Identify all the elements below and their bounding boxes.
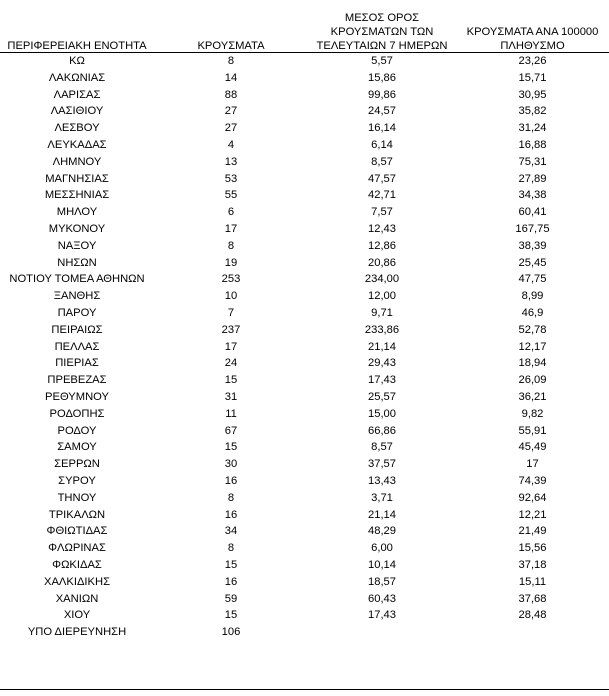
table-row — [0, 187, 609, 204]
cell-area: ΧΑΝΙΩΝ — [55, 592, 99, 605]
cell-per100k: 55,91 — [518, 424, 547, 437]
cell-per100k: 38,39 — [518, 239, 547, 252]
cell-cases: 6 — [227, 206, 235, 219]
cell-area: ΧΑΛΚΙΔΙΚΗΣ — [43, 575, 110, 588]
table-row — [0, 171, 609, 188]
cell-cases: 8 — [227, 542, 235, 555]
cell-cases: 15 — [224, 609, 238, 622]
cell-avg7: 12,00 — [368, 290, 396, 303]
cell-per100k: 17 — [526, 458, 539, 471]
cell-cases: 11 — [225, 407, 237, 420]
table-row — [0, 137, 609, 154]
table-row — [0, 456, 609, 473]
cell-avg7: 99,86 — [368, 88, 396, 101]
cell-cases: 17 — [224, 222, 238, 235]
cell-area: ΛΕΣΒΟΥ — [54, 122, 100, 135]
table-row — [0, 103, 609, 120]
cell-area: ΠΕΛΛΑΣ — [54, 340, 100, 353]
header-avg7 — [308, 3, 456, 53]
cell-area: ΜΥΚΟΝΟΥ — [48, 222, 106, 235]
header-avg7-line2: ΚΡΟΥΣΜΑΤΩΝ ΤΩΝ — [330, 26, 434, 38]
cell-per100k: 16,88 — [518, 138, 547, 151]
cell-per100k: 8,99 — [521, 290, 544, 303]
cell-avg7: 10,14 — [368, 558, 396, 571]
cell-per100k — [456, 624, 609, 641]
cell-cases: 14 — [224, 71, 238, 84]
cell-area: ΡΕΘΥΜΝΟΥ — [45, 390, 109, 403]
header-per100k-line1: ΚΡΟΥΣΜΑΤΑ ΑΝΑ 100000 — [466, 26, 599, 38]
cell-cases: 31 — [224, 390, 238, 403]
cell-cases: 237 — [221, 323, 241, 336]
cell-per100k: 37,68 — [518, 592, 547, 605]
cell-avg7: 13,43 — [368, 474, 396, 487]
cell-per100k: 36,21 — [518, 390, 547, 403]
bottom-border — [0, 689, 609, 690]
table-row — [0, 238, 609, 255]
cell-area: ΡΟΔΟΥ — [57, 424, 97, 437]
cell-cases: 7 — [227, 306, 235, 319]
cell-area: ΥΠΟ ΔΙΕΡΕΥΝΗΣΗ — [27, 626, 127, 639]
cases-table — [0, 3, 609, 641]
cell-avg7: 234,00 — [364, 273, 400, 286]
cell-area: ΦΛΩΡΙΝΑΣ — [48, 542, 106, 555]
cell-cases: 253 — [221, 273, 241, 286]
cell-cases: 8 — [227, 491, 235, 504]
cell-cases: 27 — [224, 105, 238, 118]
table-row — [0, 439, 609, 456]
cell-per100k: 23,26 — [518, 55, 547, 67]
cell-per100k: 34,38 — [518, 189, 547, 202]
header-avg7-line3: ΤΕΛΕΥΤΑΙΩΝ 7 ΗΜΕΡΩΝ — [316, 40, 448, 52]
cell-cases: 4 — [227, 138, 235, 151]
cell-area: ΧΙΟΥ — [63, 609, 91, 622]
cell-area: ΣΕΡΡΩΝ — [54, 458, 100, 471]
table-row — [0, 221, 609, 238]
cell-area: ΜΗΛΟΥ — [56, 206, 98, 219]
cell-area: ΛΑΚΩΝΙΑΣ — [48, 71, 106, 84]
cell-cases: 55 — [224, 189, 238, 202]
cell-per100k: 9,82 — [521, 407, 544, 420]
cell-avg7: 15,00 — [368, 407, 396, 420]
table-row — [0, 288, 609, 305]
cell-avg7: 60,43 — [368, 592, 396, 605]
cell-area: ΠΙΕΡΙΑΣ — [55, 357, 99, 370]
cell-per100k: 167,75 — [515, 222, 550, 235]
cell-per100k: 27,89 — [518, 172, 547, 185]
cell-per100k: 46,9 — [521, 306, 544, 319]
cell-per100k: 15,71 — [518, 71, 547, 84]
table-row — [0, 591, 609, 608]
cell-area: ΤΡΙΚΑΛΩΝ — [48, 508, 106, 521]
cell-area: ΚΩ — [69, 55, 85, 67]
cell-per100k: 25,45 — [518, 256, 547, 269]
cell-per100k: 30,95 — [518, 88, 547, 101]
table-row — [0, 389, 609, 406]
cell-cases: 16 — [224, 508, 238, 521]
cell-avg7: 8,57 — [371, 441, 393, 454]
cell-cases: 15 — [224, 441, 238, 454]
cell-cases: 15 — [224, 374, 238, 387]
cell-per100k: 52,78 — [518, 323, 547, 336]
cell-avg7: 21,14 — [368, 508, 396, 521]
cell-avg7: 20,86 — [368, 256, 396, 269]
cell-cases: 15 — [224, 558, 238, 571]
cell-cases: 17 — [224, 340, 238, 353]
table-row — [0, 574, 609, 591]
cell-area: ΦΩΚΙΔΑΣ — [52, 558, 102, 571]
cell-avg7: 15,86 — [368, 71, 396, 84]
cell-avg7: 12,43 — [368, 222, 396, 235]
cell-avg7: 7,57 — [371, 206, 393, 219]
table-row — [0, 87, 609, 104]
table-row — [0, 406, 609, 423]
cell-avg7: 233,86 — [364, 323, 400, 336]
cell-cases: 30 — [224, 458, 238, 471]
table-row — [0, 339, 609, 356]
cell-cases: 19 — [224, 256, 238, 269]
cell-avg7: 24,57 — [368, 105, 396, 118]
cell-avg7: 16,14 — [368, 122, 396, 135]
cell-cases: 59 — [224, 592, 238, 605]
cell-avg7: 17,43 — [368, 374, 396, 387]
table-row — [0, 523, 609, 540]
header-cases — [154, 3, 308, 53]
table-row — [0, 120, 609, 137]
cell-area: ΣΥΡΟΥ — [58, 474, 96, 487]
cell-per100k: 74,39 — [518, 474, 547, 487]
header-divider — [0, 52, 609, 53]
cell-area: ΛΑΡΙΣΑΣ — [53, 88, 101, 101]
table-row — [0, 557, 609, 574]
cell-avg7: 66,86 — [368, 424, 396, 437]
cell-area: ΡΟΔΟΠΗΣ — [49, 407, 105, 420]
cell-per100k: 15,56 — [518, 542, 547, 555]
cell-avg7: 6,14 — [371, 138, 393, 151]
cell-avg7: 17,43 — [368, 609, 396, 622]
cell-area: ΞΑΝΘΗΣ — [53, 290, 101, 303]
cell-cases: 27 — [224, 122, 238, 135]
cell-per100k: 31,24 — [518, 122, 547, 135]
cell-area: ΛΗΜΝΟΥ — [52, 155, 102, 168]
cell-cases: 88 — [224, 88, 238, 101]
cell-avg7: 42,71 — [368, 189, 396, 202]
cell-avg7: 48,29 — [368, 525, 396, 538]
table-row — [0, 322, 609, 339]
table-row — [0, 490, 609, 507]
cell-cases: 67 — [224, 424, 238, 437]
table-row — [0, 154, 609, 171]
table-row — [0, 355, 609, 372]
cell-per100k: 21,49 — [518, 525, 547, 538]
cell-per100k: 15,11 — [518, 575, 547, 588]
cell-per100k: 18,94 — [518, 357, 547, 370]
cell-area: ΣΑΜΟΥ — [57, 441, 97, 454]
header-area — [0, 3, 154, 53]
cell-avg7: 3,71 — [371, 491, 393, 504]
cell-area: ΦΘΙΩΤΙΔΑΣ — [46, 525, 108, 538]
table-row — [0, 507, 609, 524]
cell-avg7: 5,57 — [371, 55, 393, 67]
cell-per100k: 37,18 — [518, 558, 547, 571]
cell-avg7 — [308, 624, 456, 641]
table-row — [0, 473, 609, 490]
cell-avg7: 9,71 — [371, 306, 393, 319]
table-row — [0, 53, 609, 70]
cell-area: ΜΕΣΣΗΝΙΑΣ — [44, 189, 110, 202]
cell-avg7: 18,57 — [368, 575, 396, 588]
header-avg7-line1: ΜΕΣΟΣ ΟΡΟΣ — [344, 12, 420, 24]
cell-cases: 13 — [224, 155, 238, 168]
header-row — [0, 3, 609, 53]
cell-per100k: 75,31 — [518, 155, 547, 168]
cell-per100k: 60,41 — [518, 206, 547, 219]
cell-cases: 53 — [224, 172, 238, 185]
cell-avg7: 12,86 — [368, 239, 396, 252]
cell-cases: 10 — [224, 290, 238, 303]
table-body — [0, 53, 609, 641]
table-row — [0, 540, 609, 557]
cell-area: ΠΡΕΒΕΖΑΣ — [47, 374, 107, 387]
cell-area: ΜΑΓΝΗΣΙΑΣ — [45, 172, 109, 185]
cell-area: ΤΗΝΟΥ — [57, 491, 97, 504]
header-cases-label: ΚΡΟΥΣΜΑΤΑ — [197, 40, 265, 52]
cell-area: ΛΑΣΙΘΙΟΥ — [50, 105, 104, 118]
cell-area: ΠΕΙΡΑΙΩΣ — [51, 323, 103, 336]
header-per100k — [456, 3, 609, 53]
cell-per100k: 47,75 — [518, 273, 547, 286]
cell-cases: 34 — [224, 525, 238, 538]
cell-per100k: 28,48 — [518, 609, 547, 622]
table-row — [0, 70, 609, 87]
table-row — [0, 271, 609, 288]
cell-cases: 106 — [221, 626, 241, 639]
table-row — [0, 607, 609, 624]
cell-avg7: 25,57 — [368, 390, 396, 403]
table-row — [0, 305, 609, 322]
cell-avg7: 29,43 — [368, 357, 396, 370]
table-row — [0, 423, 609, 440]
cell-per100k: 92,64 — [518, 491, 547, 504]
header-per100k-line2: ΠΛΗΘΥΣΜΟ — [500, 40, 565, 52]
cell-per100k: 12,17 — [518, 340, 547, 353]
cell-cases: 8 — [227, 55, 235, 67]
cell-avg7: 8,57 — [371, 155, 393, 168]
cell-cases: 8 — [227, 239, 235, 252]
table-row — [0, 372, 609, 389]
cell-cases: 16 — [224, 575, 238, 588]
cell-area: ΝΑΞΟΥ — [57, 239, 97, 252]
table-row — [0, 204, 609, 221]
cell-area: ΝΗΣΩΝ — [57, 256, 97, 269]
cell-avg7: 37,57 — [368, 458, 396, 471]
cell-avg7: 47,57 — [368, 172, 396, 185]
cell-area: ΠΑΡΟΥ — [57, 306, 97, 319]
cell-area: ΝΟΤΙΟΥ ΤΟΜΕΑ ΑΘΗΝΩΝ — [9, 273, 145, 286]
cell-area: ΛΕΥΚΑΔΑΣ — [47, 138, 107, 151]
header-area-label: ΠΕΡΙΦΕΡΕΙΑΚΗ ΕΝΟΤΗΤΑ — [7, 40, 147, 52]
cell-cases: 16 — [224, 474, 238, 487]
cell-per100k: 45,49 — [518, 441, 547, 454]
cell-per100k: 26,09 — [518, 374, 547, 387]
cell-avg7: 21,14 — [368, 340, 396, 353]
cell-per100k: 35,82 — [518, 105, 547, 118]
cell-avg7: 6,00 — [371, 542, 393, 555]
cell-cases: 24 — [224, 357, 238, 370]
table-row — [0, 255, 609, 272]
cell-per100k: 12,21 — [518, 508, 547, 521]
table-row — [0, 624, 609, 641]
